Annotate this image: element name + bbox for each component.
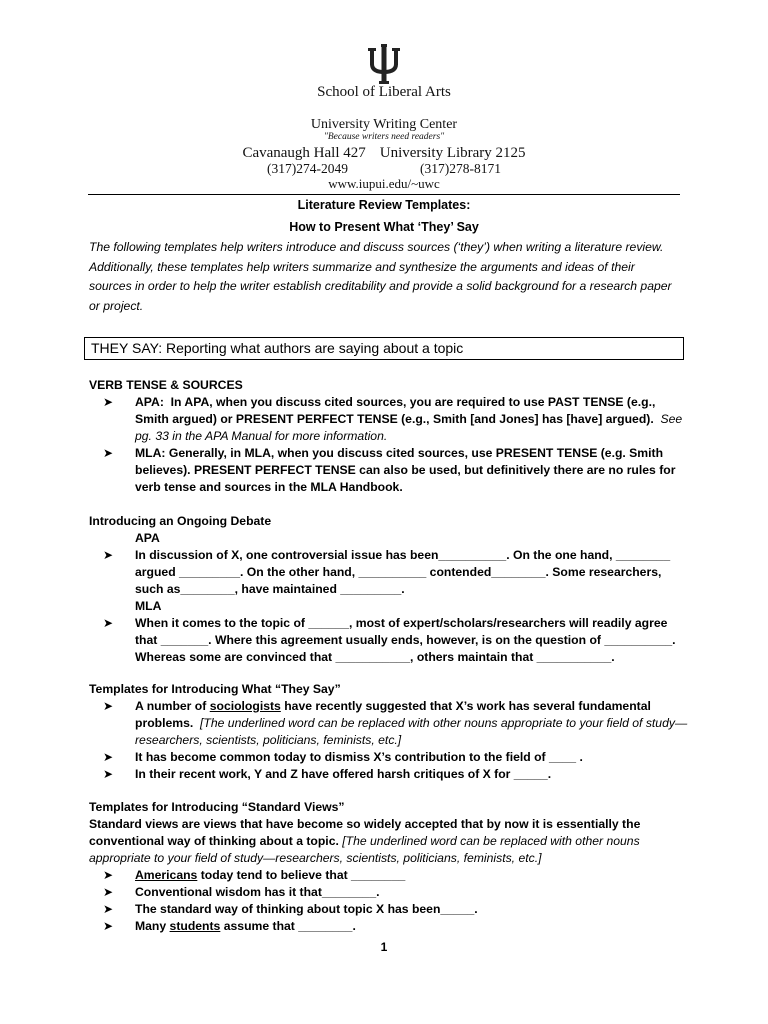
standard-heading: Templates for Introducing “Standard Views” (89, 800, 345, 814)
verb-tense-heading: VERB TENSE & SOURCES (89, 378, 243, 392)
arrowhead-bullet-icon: ➤ (103, 885, 114, 899)
apa-label: APA: (135, 395, 164, 409)
debate-mla-label: MLA (135, 599, 162, 613)
underlined-word: Americans (135, 868, 198, 882)
section-heading-box (84, 337, 684, 360)
location-1: Cavanaugh Hall 427 (242, 145, 366, 161)
underlined-word: students (169, 919, 221, 933)
verb-tense-section (89, 377, 689, 496)
debate-apa-item: In discussion of X, one controversial issue has been__________. On the one hand, ________ argued _________. On the other hand, __________ contended________. Some researchers, such as________, have maintained _________. (135, 548, 671, 596)
debate-heading: Introducing an Ongoing Debate (89, 514, 272, 528)
item-text: Many (135, 919, 170, 933)
box-heading-rest: : Reporting what authors are saying about a topic (158, 340, 464, 356)
website-url: www.iupui.edu/~uwc (328, 176, 440, 191)
item-text: In their recent work, Y and Z have offered harsh critiques of X for _____. (135, 767, 552, 781)
item-text: It has become common today to dismiss X’s contribution to the field of ____ . (135, 750, 583, 764)
arrowhead-bullet-icon: ➤ (103, 767, 114, 781)
intro-paragraph: The following templates help writers introduce and discuss sources (‘they’) when writing a literature review. Additionally, these templates help writers summarize and synthesize the arguments and ideas of their sources in order to help the writer establish creditability and provide a solid background for a research paper or project. (89, 240, 672, 313)
paragraph-note: [The underlined word can be replaced with other nouns appropriate to your field of study—researchers, scientists, politicians, feminists, etc.] (89, 834, 640, 865)
trident-logo-icon (364, 44, 404, 88)
arrowhead-bullet-icon: ➤ (103, 868, 114, 882)
arrowhead-bullet-icon: ➤ (103, 902, 114, 916)
school-name: School of Liberal Arts (317, 84, 451, 100)
item-text: today tend to believe that ________ (197, 868, 406, 882)
box-heading-prefix: THEY SAY (91, 340, 159, 356)
location-2: University Library 2125 (379, 145, 526, 161)
list-item (89, 867, 689, 884)
apa-text: In APA, when you discuss cited sources, you are required to use PAST TENSE (e.g., Smith argued) or PRESENT PERFECT TENSE (e.g., Smith [and Jones] has [have] argued). (135, 395, 656, 426)
mla-label: MLA: (135, 446, 166, 460)
mla-text: Generally, in MLA, when you discuss cited sources, use PRESENT TENSE (e.g. Smith believes). PRESENT PERFECT TENSE can also be used, but definitively there are no rules for verb tense and sources in the MLA Handbook. (135, 446, 676, 494)
center-name: University Writing Center (310, 117, 458, 132)
list-item (89, 698, 689, 749)
list-item (89, 547, 689, 598)
standard-paragraph (89, 816, 689, 867)
arrowhead-bullet-icon: ➤ (103, 919, 114, 933)
item-text: The standard way of thinking about topic X has been_____. (135, 902, 478, 916)
debate-apa-label: APA (135, 531, 160, 545)
item-note: [The underlined word can be replaced with other nouns appropriate to your field of study—researchers, scientists, politicians, feminists, etc.] (135, 716, 688, 747)
item-text: A number of (135, 699, 207, 713)
paragraph-text: Standard views are views that have become so widely accepted that by now it is essentially the conventional way of thinking about a topic. (89, 817, 641, 848)
header-divider (88, 194, 680, 195)
arrowhead-bullet-icon: ➤ (103, 395, 114, 409)
they-say-section (89, 681, 689, 783)
item-text: assume that ________. (220, 919, 356, 933)
page-number: 1 (380, 940, 388, 954)
arrowhead-bullet-icon: ➤ (103, 446, 114, 460)
list-item (89, 394, 689, 445)
list-item (89, 884, 689, 901)
list-item (89, 918, 689, 935)
standard-views-section (89, 799, 689, 935)
apa-note: See pg. 33 in the APA Manual for more information. (135, 412, 683, 443)
arrowhead-bullet-icon: ➤ (103, 699, 114, 713)
phones (0, 161, 768, 177)
list-item (89, 766, 689, 783)
motto: "Because writers need readers" (323, 132, 445, 142)
list-item (89, 615, 689, 666)
underlined-word: sociologists (209, 699, 281, 713)
debate-section (89, 513, 689, 666)
phone-2: (317)278-8171 (420, 161, 501, 176)
item-text: have recently suggested that X’s work has several fundamental problems. (135, 699, 651, 730)
debate-mla-item: When it comes to the topic of ______, most of expert/scholars/researchers will readily agree that _______. Where this agreement usually ends, however, is on the question of __________. Whereas some are convinced that ___________, others maintain that ___________. (135, 616, 676, 664)
arrowhead-bullet-icon: ➤ (103, 548, 114, 562)
page-subtitle: How to Present What ‘They’ Say (289, 220, 479, 234)
page-title: Literature Review Templates: (297, 198, 471, 212)
item-text: Conventional wisdom has it that________. (135, 885, 380, 899)
list-item (89, 445, 689, 496)
list-item (89, 901, 689, 918)
list-item (89, 749, 689, 766)
locations (0, 145, 768, 162)
arrowhead-bullet-icon: ➤ (103, 616, 114, 630)
they-say-heading: Templates for Introducing What “They Say” (89, 682, 341, 696)
arrowhead-bullet-icon: ➤ (103, 750, 114, 764)
phone-1: (317)274-2049 (267, 161, 348, 176)
